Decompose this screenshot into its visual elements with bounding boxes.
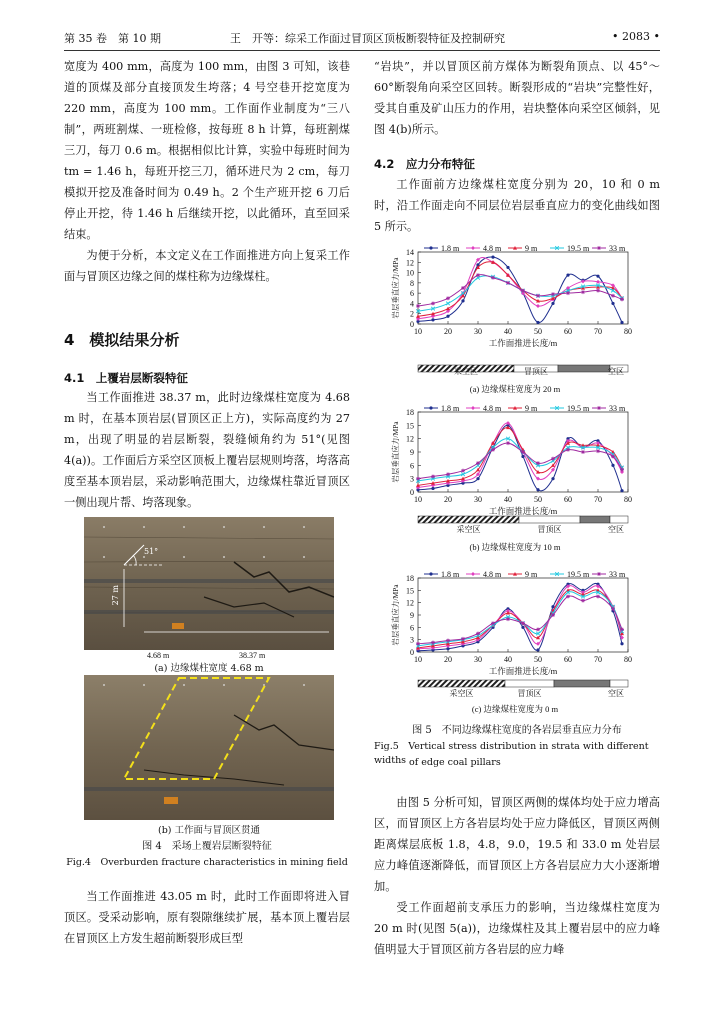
y-tick-label: 0 — [410, 488, 414, 497]
data-point — [491, 276, 495, 280]
subsection-heading: 4.2 应力分布特征 — [374, 157, 475, 171]
zone-goaf — [418, 516, 519, 523]
zone-void — [610, 516, 628, 523]
x-tick-label: 30 — [474, 327, 482, 336]
y-tick-label: 14 — [406, 248, 414, 257]
x-tick-label: 40 — [504, 655, 512, 664]
x-axis-label: 工作面推进长度/m — [488, 506, 558, 516]
data-point — [611, 302, 614, 305]
paragraph: 当工作面推进 38.37 m，此时边缘煤柱宽度为 4.68 m 时，在基本顶岩层(冒顶区正上方)，实际高度约为 27 m，出现了明显的岩层断裂，裂缝倾角约为 51°(见图 4(a))。工作面后方采空区顶板上覆岩层规则垮落，垮落高度至基本顶岩层，采动影响范围大，边缘煤柱靠近冒顶区一侧出现片帮、垮落现象。 — [64, 391, 350, 509]
data-point — [551, 457, 555, 461]
data-point — [581, 290, 585, 294]
legend-marker — [597, 406, 601, 410]
figure-5-caption-en-2: of edge coal pillars — [409, 757, 501, 768]
data-point — [476, 632, 480, 636]
legend-label: 33 m — [609, 244, 626, 253]
data-point — [506, 281, 510, 285]
data-point — [431, 318, 434, 321]
legend-label: 4.8 m — [483, 244, 502, 253]
data-point — [491, 448, 495, 452]
data-point — [551, 302, 554, 305]
legend-marker — [429, 406, 432, 409]
paragraph: 由图 5 分析可知，冒顶区两侧的煤体均处于应力增高区，而冒顶区上方各岩层均处于应力降低区，冒顶区两侧距离煤层底板 1.8，4.8，9.0，19.5 和 33.0 m 处岩层应力峰值逐渐降低，而冒顶区上方各岩层应力大小逐渐增加。 — [374, 796, 660, 893]
y-tick-label: 6 — [410, 461, 414, 471]
zone-label: 空区 — [608, 689, 624, 698]
data-point — [521, 455, 524, 458]
legend-marker — [471, 406, 475, 410]
data-point — [596, 280, 600, 284]
zone-void — [610, 680, 628, 687]
data-point — [581, 599, 585, 603]
y-tick-label: 18 — [406, 574, 414, 583]
legend-label: 33 m — [609, 570, 626, 579]
y-tick-label: 12 — [406, 434, 414, 444]
data-point — [536, 304, 540, 308]
paragraph: 工作面前方边缘煤柱宽度分别为 20，10 和 0 m 时，沿工作面走向不同层位岩层垂直应力的变化曲线如图 5 所示。 — [374, 178, 660, 233]
data-point — [566, 595, 570, 599]
x-tick-label: 20 — [444, 655, 452, 664]
data-point — [536, 294, 540, 298]
zone-roof-fall — [519, 516, 580, 523]
y-tick-label: 9 — [410, 611, 414, 620]
figure-5-caption-en-1: Fig.5 Vertical stress distribution in strata with different widths — [374, 741, 649, 766]
legend-marker — [597, 572, 601, 576]
y-tick-label: 4 — [410, 299, 414, 309]
y-tick-label: 3 — [410, 635, 414, 645]
legend-marker — [597, 246, 601, 250]
data-point — [566, 448, 570, 452]
y-tick-label: 2 — [410, 309, 414, 319]
legend-label: 19.5 m — [567, 404, 590, 413]
y-tick-label: 6 — [410, 289, 414, 299]
x-tick-label: 80 — [624, 655, 632, 664]
figure-4-caption-cn: 图 4 采场上覆岩层断裂特征 — [142, 841, 272, 852]
legend-label: 19.5 m — [567, 570, 590, 579]
y-tick-label: 15 — [406, 421, 414, 431]
data-point — [536, 648, 539, 651]
dimension-label: 4.68 m — [147, 651, 170, 660]
zone-label: 采空区 — [449, 689, 474, 698]
data-point — [431, 641, 435, 645]
data-point — [620, 642, 623, 645]
legend-label: 19.5 m — [567, 244, 590, 253]
dimension-label: 38.37 m — [239, 651, 266, 660]
y-tick-label: 12 — [406, 258, 414, 268]
data-point — [446, 315, 449, 318]
legend-label: 33 m — [609, 404, 626, 413]
legend-label: 9 m — [525, 244, 538, 253]
data-point — [446, 302, 450, 306]
data-point — [416, 642, 420, 646]
data-point — [416, 304, 420, 308]
data-point — [551, 292, 555, 296]
zone-coal — [554, 680, 610, 687]
y-tick-label: 0 — [410, 648, 414, 657]
data-point — [581, 450, 585, 454]
data-point — [611, 454, 615, 458]
legend-label: 4.8 m — [483, 404, 502, 413]
data-point — [596, 289, 600, 293]
paragraph: 当工作面推进 43.05 m 时，此时工作面即将进入冒顶区。受采动影响，原有裂隙继续扩展，基本顶上覆岩层在冒顶区上方发生超前断裂形成巨型 — [64, 890, 350, 945]
chart-subcaption: (b) 边缘煤柱宽度为 10 m — [469, 542, 561, 552]
running-title: 王 开等：综采工作面过冒顶区顶板断裂特征及控制研究 — [230, 32, 505, 45]
y-tick-label: 15 — [406, 586, 414, 596]
data-point — [506, 441, 510, 445]
paragraph: 宽度为 400 mm，高度为 100 mm，由图 3 可知，该巷道的顶煤及部分直接顶发生垮落；4 号空巷开挖宽度为 220 mm，高度为 100 mm。工作面作业制度为“三八制”，两班割煤、一班检修，按每班 8 h 计算，每班割煤三刀，每刀 0.6 m。根据相似比计算，实验中每班时间为 tm = 1.46 h，每班开挖三刀，循环进尺为 2 cm，每刀模拟开挖及准备时间为 0.49 h。2 个生产班开挖 6 刀后停止开挖，待 1.46 h 后继续开挖，以此循环，直至回采结束。 — [64, 60, 350, 241]
x-tick-label: 50 — [534, 327, 542, 336]
data-point — [596, 449, 600, 453]
series-line-4.8m — [418, 423, 622, 488]
subsection-heading: 4.1 上覆岩层断裂特征 — [64, 371, 188, 385]
data-point — [476, 477, 479, 480]
y-axis-label: 岩层垂直应力/MPa — [391, 584, 400, 646]
zone-label: 空区 — [608, 525, 624, 534]
legend-label: 1.8 m — [441, 244, 460, 253]
angle-label: 51° — [144, 547, 159, 556]
data-point — [461, 637, 465, 641]
data-point — [620, 468, 624, 472]
legend-label: 9 m — [525, 570, 538, 579]
legend-marker — [471, 572, 475, 576]
journal-volume: 第 35 卷 第 10 期 — [64, 32, 161, 45]
data-point — [476, 461, 480, 465]
x-tick-label: 70 — [594, 495, 602, 504]
y-tick-label: 8 — [410, 278, 414, 288]
zone-label: 冒顶区 — [537, 525, 562, 534]
y-tick-label: 9 — [410, 448, 414, 457]
legend-marker — [429, 572, 432, 575]
zone-label: 空区 — [608, 367, 624, 376]
y-tick-label: 10 — [406, 268, 414, 278]
data-point — [461, 299, 464, 302]
data-point — [566, 291, 570, 295]
zone-goaf — [418, 680, 505, 687]
data-point — [566, 274, 569, 277]
data-point — [521, 289, 525, 293]
legend-marker — [471, 246, 475, 250]
zone-label: 采空区 — [456, 525, 481, 534]
chart-subcaption: (a) 边缘煤柱宽度为 20 m — [469, 384, 561, 394]
legend-label: 9 m — [525, 404, 538, 413]
legend-marker — [429, 246, 432, 249]
y-tick-label: 0 — [410, 320, 414, 329]
x-tick-label: 60 — [564, 495, 572, 504]
y-tick-label: 12 — [406, 598, 414, 608]
y-tick-label: 6 — [410, 623, 414, 633]
paragraph: 受工作面超前支承压力的影响，当边缘煤柱宽度为 20 m 时(见图 5(a))，边缘煤柱及其上覆岩层中的应力峰值明显大于冒顶区前方各岩层的应力峰 — [374, 901, 660, 956]
x-tick-label: 20 — [444, 495, 452, 504]
data-point — [491, 256, 494, 259]
x-tick-label: 60 — [564, 655, 572, 664]
data-point — [431, 301, 435, 305]
zone-coal — [580, 516, 610, 523]
data-point — [446, 307, 450, 311]
x-tick-label: 40 — [504, 327, 512, 336]
legend-label: 4.8 m — [483, 570, 502, 579]
x-tick-label: 30 — [474, 495, 482, 504]
right-column-bottom — [374, 792, 660, 960]
x-tick-label: 10 — [414, 495, 422, 504]
data-point — [536, 461, 540, 465]
legend-label: 1.8 m — [441, 404, 460, 413]
y-tick-label: 3 — [410, 474, 414, 484]
data-point — [521, 626, 524, 629]
y-axis-label: 岩层垂直应力/MPa — [391, 257, 400, 319]
figure-4-caption-en: Fig.4 Overburden fracture characteristics in mining field — [66, 857, 348, 868]
x-tick-label: 80 — [624, 495, 632, 504]
data-point — [611, 464, 614, 467]
zone-coal — [558, 365, 610, 372]
data-point — [476, 273, 480, 277]
data-point — [596, 595, 600, 599]
x-tick-label: 70 — [594, 327, 602, 336]
data-point — [620, 297, 624, 301]
section-heading: 4 模拟结果分析 — [64, 331, 180, 349]
data-point — [611, 294, 615, 298]
data-point — [446, 472, 450, 476]
series-line-19.5m — [418, 592, 622, 646]
x-tick-label: 10 — [414, 327, 422, 336]
x-tick-label: 80 — [624, 327, 632, 336]
data-point — [536, 627, 540, 631]
x-tick-label: 10 — [414, 655, 422, 664]
y-axis-label: 岩层垂直应力/MPa — [391, 421, 400, 483]
y-tick-label: 18 — [406, 408, 414, 417]
data-point — [536, 321, 539, 324]
x-axis-label: 工作面推进长度/m — [488, 338, 558, 348]
zone-label: 冒顶区 — [524, 367, 548, 376]
data-point — [506, 266, 509, 269]
zone-label: 采空区 — [454, 367, 478, 376]
height-label: 27 m — [111, 585, 120, 606]
paragraph: “岩块”，并以冒顶区前方煤体为断裂角顶点、以 45°～60°断裂角向采空区回转。断裂形成的“岩块”完整性好，受其自重及矿山压力的作用，岩块整体向采空区倾斜，见图 4(b)所示。 — [374, 60, 660, 136]
data-point — [446, 638, 450, 642]
zone-roof-fall — [505, 680, 554, 687]
data-point — [431, 474, 435, 478]
legend-label: 1.8 m — [441, 570, 460, 579]
x-tick-label: 20 — [444, 327, 452, 336]
data-point — [461, 469, 465, 473]
figure-4b-caption: (b) 工作面与冒顶区贯通 — [157, 825, 260, 836]
figure-5-caption-cn: 图 5 不同边缘煤柱宽度的各岩层垂直应力分布 — [412, 725, 622, 736]
zone-label: 冒顶区 — [517, 689, 542, 698]
data-point — [551, 477, 554, 480]
data-point — [521, 450, 525, 454]
paragraph: 为便于分析，本文定义在工作面推进方向上复采工作面与冒顶区边缘之间的煤柱称为边缘煤柱。 — [64, 249, 350, 283]
page-number: • 2083 • — [612, 30, 660, 43]
data-point — [536, 488, 539, 491]
plot-frame — [418, 578, 628, 652]
x-tick-label: 50 — [534, 495, 542, 504]
x-tick-label: 30 — [474, 655, 482, 664]
data-point — [461, 286, 465, 290]
series-line-4.8m — [418, 586, 622, 649]
data-point — [551, 613, 555, 617]
x-axis-label: 工作面推进长度/m — [488, 666, 558, 676]
data-point — [596, 275, 599, 278]
data-point — [446, 296, 450, 300]
data-point — [416, 477, 420, 481]
x-tick-label: 40 — [504, 495, 512, 504]
series-line-9m — [418, 590, 622, 648]
x-tick-label: 50 — [534, 655, 542, 664]
x-tick-label: 60 — [564, 327, 572, 336]
data-point — [620, 489, 623, 492]
figure-4a-caption: (a) 边缘煤柱宽度 4.68 m — [154, 663, 264, 674]
x-tick-label: 70 — [594, 655, 602, 664]
data-point — [620, 321, 623, 324]
chart-subcaption: (c) 边缘煤柱宽度为 0 m — [471, 704, 559, 714]
